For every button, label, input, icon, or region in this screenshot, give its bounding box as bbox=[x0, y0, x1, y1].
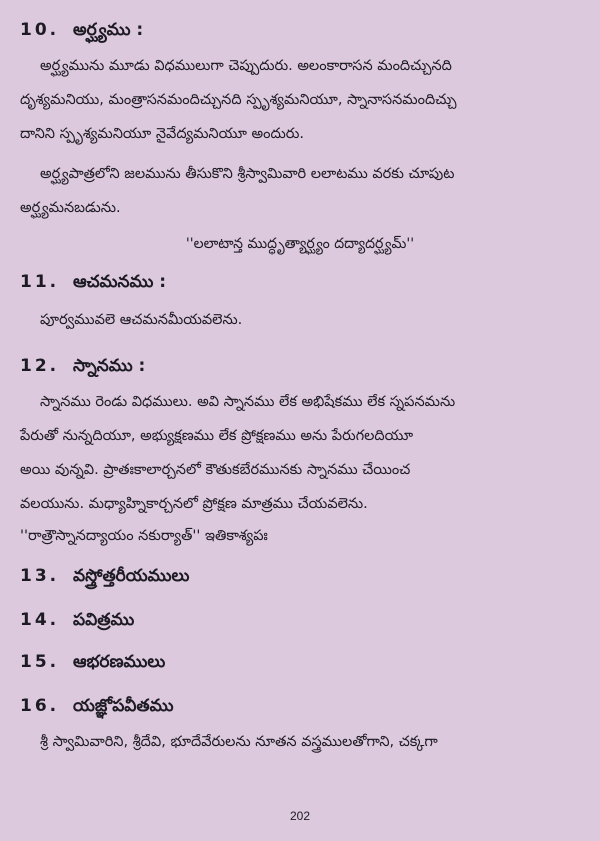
paragraph-line: అర్ఘ్యపాత్రలోని జలమును తీసుకొని శ్రీస్వామివారి లలాటము వరకు చూపుట bbox=[40, 166, 455, 182]
paragraph-line: పేరుతో నున్నదియూ, అభ్యుక్షణము లేక ప్రోక్షణము అను పేరుగలదియూ bbox=[20, 428, 414, 444]
section-title: పవిత్రము bbox=[73, 610, 135, 630]
section-13-heading bbox=[20, 566, 189, 590]
paragraph-line: వలయును. మధ్యాహ్నికార్చనలో ప్రోక్షణ మాత్రము చేయవలెను. bbox=[20, 496, 368, 512]
section-16-heading bbox=[20, 696, 173, 720]
section-15-heading bbox=[20, 652, 165, 676]
section-number: 10. bbox=[20, 20, 60, 40]
section-14-heading bbox=[20, 610, 134, 634]
section-title: స్నానము : bbox=[73, 356, 146, 376]
page-number: 202 bbox=[289, 809, 311, 823]
paragraph-line: శ్రీ స్వామివారిని, శ్రీదేవి, భూదేవేరులను నూతన వస్త్రములతోగాని, చక్కగా bbox=[40, 734, 438, 750]
sanskrit-quote: ''లలాటాన్త ముద్ధృత్యార్ఘ్యం దద్యాదర్ఘ్యమ్'' bbox=[185, 236, 415, 252]
paragraph-line: పూర్వమువలె ఆచమనమీయవలెను. bbox=[40, 312, 243, 328]
section-title: వస్త్రోత్తరీయములు bbox=[73, 566, 190, 586]
section-12-heading bbox=[20, 356, 145, 380]
paragraph-line: ''రాత్రౌస్నానద్యాయం నకుర్యాత్'' ఇతికాశ్యపః bbox=[20, 528, 268, 544]
section-number: 13. bbox=[20, 566, 60, 586]
section-number: 11. bbox=[20, 272, 60, 292]
paragraph-line: అయి వున్నవి. ప్రాతఃకాలార్చనలో కౌతుకబేరమునకు స్నానము చేయించ bbox=[20, 462, 411, 478]
paragraph-line: దృశ్యమనియు, మంత్రాసనమందిచ్చునది స్పృశ్యమనియూ, స్నానాసనమందిచ్చు bbox=[20, 92, 457, 108]
section-title: యజ్ఞోపవీతము bbox=[73, 696, 174, 716]
section-number: 16. bbox=[20, 696, 60, 716]
paragraph-line: అర్ఘ్యమును మూడు విధములుగా చెప్పుదురు. అలంకారాసన మందిచ్చునది bbox=[40, 58, 452, 74]
section-number: 15. bbox=[20, 652, 60, 672]
section-number: 14. bbox=[20, 610, 60, 630]
section-10-heading bbox=[20, 20, 143, 44]
section-number: 12. bbox=[20, 356, 60, 376]
section-title: అర్ఘ్యము : bbox=[73, 20, 144, 40]
section-11-heading bbox=[20, 272, 166, 296]
paragraph-line: దానిని స్పృశ్యమనియూ నైవేద్యమనియూ అందురు. bbox=[20, 126, 304, 142]
section-title: ఆభరణములు bbox=[73, 652, 166, 672]
paragraph-line: అర్ఘ్యమనబడును. bbox=[20, 200, 121, 216]
section-title: ఆచమనము : bbox=[73, 272, 167, 292]
paragraph-line: స్నానము రెండు విధములు. అవి స్నానము లేక అభిషేకము లేక స్నపనమను bbox=[40, 394, 456, 410]
